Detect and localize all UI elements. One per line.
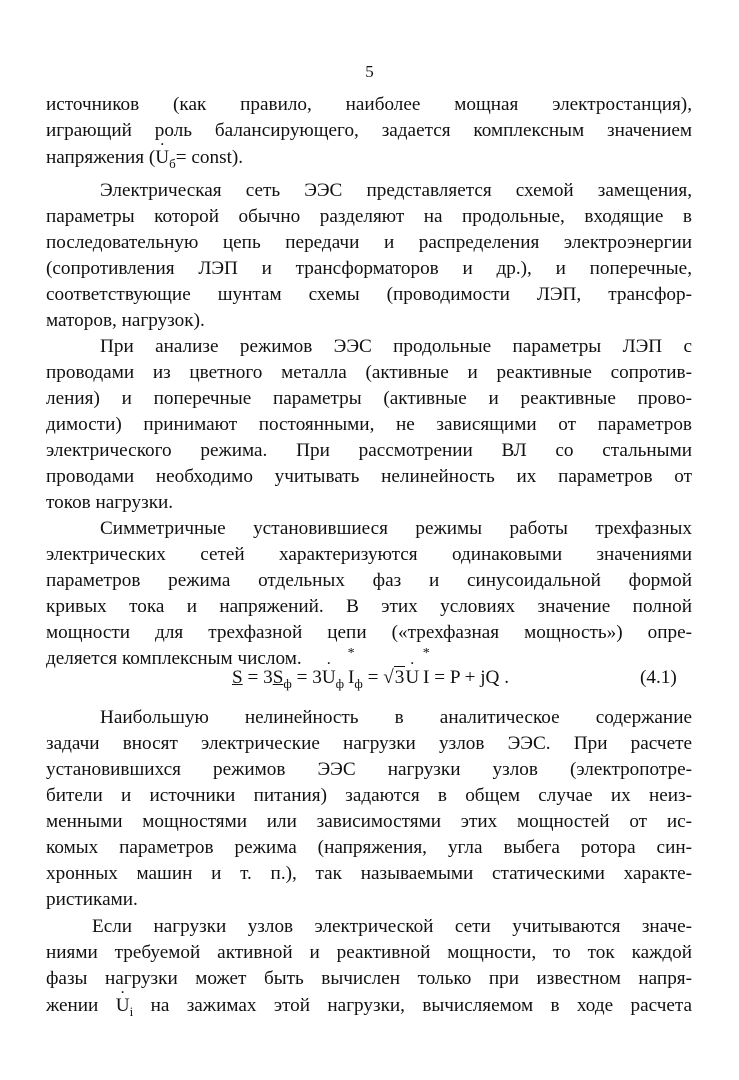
subscript: i — [129, 1004, 134, 1019]
text-line: задачи вносят электрические нагрузки узлов ЭЭС. При расчете — [46, 733, 692, 754]
text-fragment: напряжения ( — [46, 147, 156, 168]
text-line: проводами из цветного металла (активные и реактивные сопротив- — [46, 362, 692, 383]
text-line: токов нагрузки. — [46, 492, 174, 513]
text-line: ристиками. — [46, 889, 138, 910]
text-line: параметры которой обычно разделяют на продольные, входящие в — [46, 206, 692, 227]
formula-I-phase-conj: I * — [348, 664, 354, 692]
text-line: менными мощностями или зависимостями этих мощностей от ис- — [46, 811, 692, 832]
text-line: фазы нагрузки может быть вычислен только при известном напря- — [46, 968, 692, 989]
text-line: ления) и поперечные параметры (активные и реактивные прово- — [46, 388, 692, 409]
equation-number: (4.1) — [640, 667, 677, 688]
formula-S-phase: S — [272, 667, 284, 688]
text-line: (сопротивления ЛЭП и трансформаторов и др.), и поперечные, — [46, 258, 692, 279]
text-line: источников (как правило, наиболее мощная электростанция), — [46, 94, 692, 115]
text-line: димости) принимают постоянными, не зависящими от параметров — [46, 414, 692, 435]
text-line: деляется комплексным числом. — [46, 648, 302, 669]
subscript: ф — [354, 676, 363, 691]
text-line: электрических сетей характеризуются одинаковыми значениями — [46, 544, 692, 565]
text-line: Наибольшую нелинейность в аналитическое содержание — [100, 707, 692, 728]
sqrt-sign: √ — [383, 667, 394, 688]
subscript: ф — [283, 676, 292, 691]
text-line: проводами необходимо учитывать нелинейность их параметров от — [46, 466, 692, 487]
text-line: установившихся режимов ЭЭС нагрузки узлов (электропотре- — [46, 759, 692, 780]
text-line: При анализе режимов ЭЭС продольные параметры ЛЭП с — [100, 336, 692, 357]
text-line: кривых тока и напряжений. В этих условиях значение полной — [46, 596, 692, 617]
voltage-symbol: U . — [155, 145, 169, 171]
text-line: маторов, нагрузок). — [46, 310, 205, 331]
sqrt-argument: 3 — [394, 667, 405, 688]
text-fragment: жении — [46, 995, 99, 1016]
formula-S: S — [232, 667, 243, 688]
text-line: комых параметров режима (напряжения, угла выбега ротора син- — [46, 837, 692, 858]
formula-rhs: = P + jQ . — [429, 667, 509, 688]
voltage-symbol: U . — [116, 993, 130, 1019]
text-fragment: = const). — [175, 147, 244, 168]
formula-4-1 — [232, 664, 509, 692]
text-line: играющий роль балансирующего, задается комплексным значением — [46, 120, 692, 141]
text-line: ниями требуемой активной и реактивной мощности, то ток каждой — [46, 942, 692, 963]
text-line: Симметричные установившиеся режимы работы трехфазных — [100, 518, 692, 539]
text-line: электрического режима. При рассмотрении ВЛ со стальными — [46, 440, 692, 461]
formula-U-phase: U . — [322, 664, 336, 692]
text-line — [46, 993, 692, 1019]
formula-part: = 3 — [242, 667, 273, 688]
text-line: бители и источники питания) задаются в общем случае их неиз- — [46, 785, 692, 806]
text-line: Электрическая сеть ЭЭС представляется схемой замещения, — [100, 180, 692, 201]
text-line: хронных машин и т. п.), так называемыми статическими характе- — [46, 863, 692, 884]
text-line: последовательную цепь передачи и распределения электроэнергии — [46, 232, 692, 253]
text-line: соответствующие шунтам схемы (проводимости ЛЭП, трансфор- — [46, 284, 692, 305]
sqrt-symbol — [383, 664, 405, 692]
formula-part: = — [362, 667, 384, 688]
formula-U: U . — [405, 664, 419, 692]
text-line — [46, 145, 692, 171]
page-number: 5 — [365, 62, 374, 81]
text-line: Если нагрузки узлов электрической сети учитываются значе- — [92, 916, 692, 937]
text-fragment: на зажимах этой нагрузки, вычисляемом в ходе расчета — [150, 995, 693, 1016]
formula-I-conj: I * — [423, 664, 429, 692]
text-line: параметров режима отдельных фаз и синусоидальной формой — [46, 570, 692, 591]
text-line: мощности для трехфазной цепи («трехфазная мощность») опре- — [46, 622, 692, 643]
formula-part: = 3 — [291, 667, 322, 688]
subscript: б — [169, 156, 176, 171]
subscript: ф — [335, 676, 345, 691]
